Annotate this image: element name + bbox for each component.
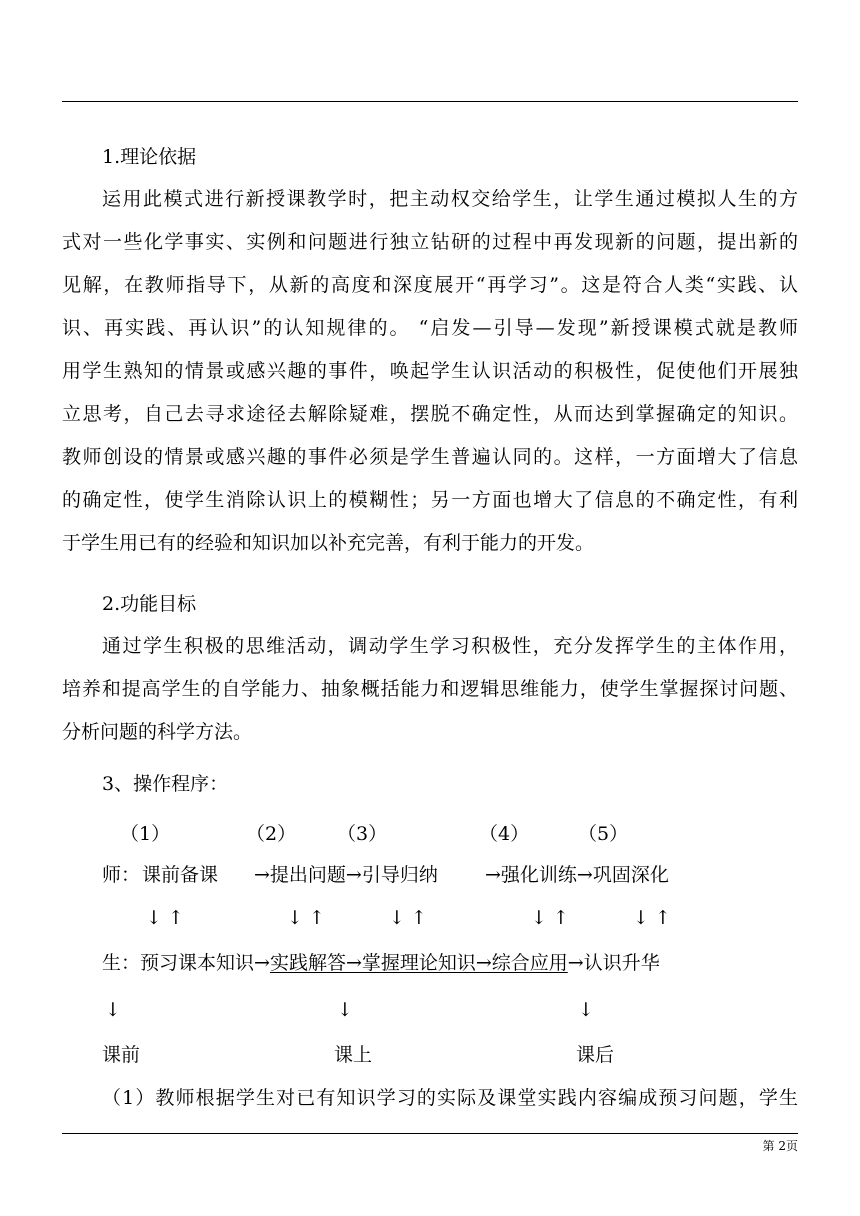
phase-label: 课后 [576, 1044, 615, 1066]
step-number: （3） [337, 823, 388, 845]
paragraph-line: 识、再实践、再认识”的认知规律的。 “启发—引导—发现”新授课模式就是教师 [62, 317, 798, 339]
paragraph-line: 用学生熟知的情景或感兴趣的事件，唤起学生认识活动的积极性，促使他们开展独 [62, 360, 798, 382]
teacher-step: →强化训练→巩固深化 [485, 864, 669, 886]
student-label: 生： [102, 952, 141, 974]
paragraph-line: 见解，在教师指导下，从新的高度和深度展开“再学习”。这是符合人类“实践、认 [62, 274, 798, 296]
teacher-step: 课前备课 [142, 864, 219, 886]
paragraph-line: 教师创设的情景或感兴趣的事件必须是学生普遍认同的。这样，一方面增大了信息 [62, 446, 798, 468]
heading-function-goal: 2.功能目标 [102, 593, 197, 615]
phase-label: 课上 [334, 1044, 373, 1066]
heading-operation-procedure: 3、操作程序： [102, 773, 229, 795]
paragraph-line: （1）教师根据学生对已有知识学习的实际及课堂实践内容编成预习问题，学生 [102, 1087, 798, 1109]
paragraph-line: 于学生用已有的经验和知识加以补充完善，有利于能力的开发。 [62, 532, 595, 554]
step-number: （5） [578, 823, 629, 845]
paragraph-line: 式对一些化学事实、实例和问题进行独立钻研的过程中再发现新的问题，提出新的 [62, 231, 798, 253]
down-arrow-icon: ↓ [337, 999, 353, 1021]
teacher-label: 师： [102, 864, 141, 886]
student-step-underlined: 实践解答→掌握理论知识→综合应用 [269, 952, 568, 974]
teacher-step: →提出问题→引导归纳 [254, 864, 438, 886]
heading-theory-basis: 1.理论依据 [102, 146, 197, 168]
phase-label: 课前 [102, 1044, 141, 1066]
step-number: （2） [246, 823, 297, 845]
up-down-arrow-icon: ↓ ↑ [146, 907, 184, 929]
paragraph-line: 运用此模式进行新授课教学时，把主动权交给学生，让学生通过模拟人生的方 [102, 188, 798, 210]
paragraph-line: 立思考，自己去寻求途径去解除疑难，摆脱不确定性，从而达到掌握确定的知识。 [62, 403, 798, 425]
paragraph-line: 分析问题的科学方法。 [62, 721, 253, 743]
student-row [102, 951, 660, 975]
up-down-arrow-icon: ↓ ↑ [389, 907, 427, 929]
down-arrow-icon: ↓ [578, 999, 594, 1021]
step-number: （4） [479, 823, 530, 845]
up-down-arrow-icon: ↓ ↑ [633, 907, 671, 929]
up-down-arrow-icon: ↓ ↑ [531, 907, 569, 929]
down-arrow-icon: ↓ [105, 999, 121, 1021]
student-step: 预习课本知识→ [140, 952, 270, 974]
paragraph-line: 通过学生积极的思维活动，调动学生学习积极性，充分发挥学生的主体作用， [102, 635, 798, 657]
footer-rule [62, 1133, 798, 1134]
paragraph-line: 培养和提高学生的自学能力、抽象概括能力和逻辑思维能力，使学生掌握探讨问题、 [62, 678, 798, 700]
header-rule [62, 101, 798, 102]
up-down-arrow-icon: ↓ ↑ [287, 907, 325, 929]
student-step: →认识升华 [567, 952, 660, 974]
step-number: （1） [120, 823, 171, 845]
page-number: 第 2页 [762, 1139, 798, 1153]
paragraph-line: 的确定性，使学生消除认识上的模糊性；另一方面也增大了信息的不确定性，有利 [62, 489, 798, 511]
